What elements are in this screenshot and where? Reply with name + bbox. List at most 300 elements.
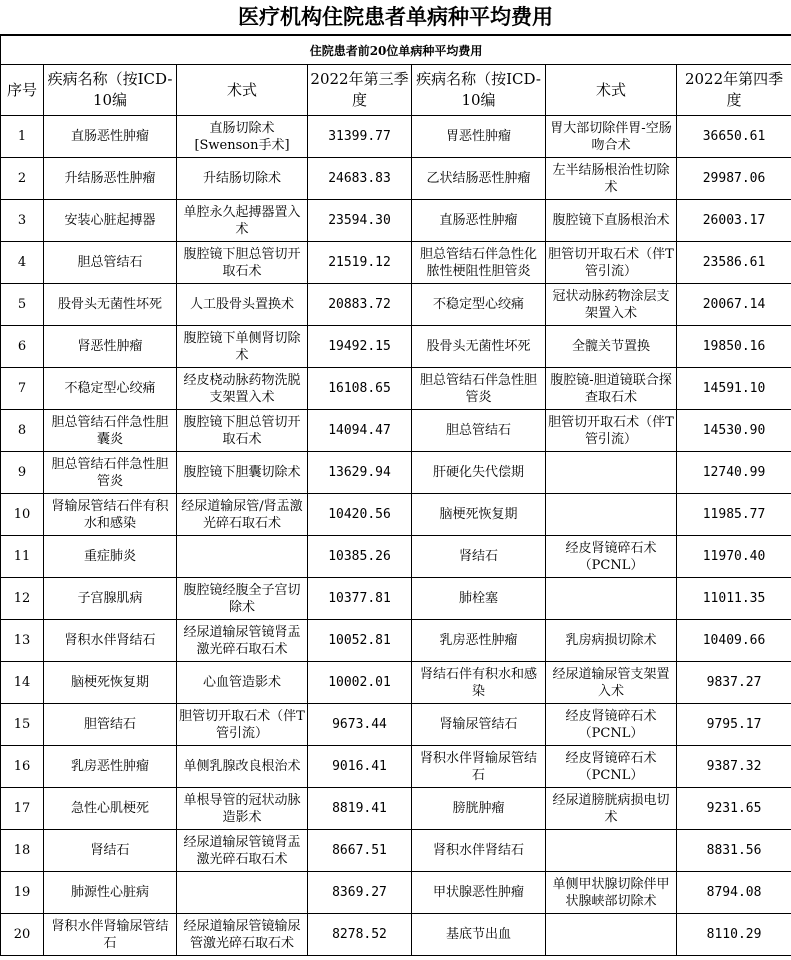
cost-q4 xyxy=(677,284,791,326)
procedure-q4 xyxy=(546,284,677,326)
disease-q3 xyxy=(44,620,177,662)
procedure-q4 xyxy=(546,452,677,494)
cost-q3-text: 21519.12 xyxy=(328,255,391,270)
cost-q4-text: 8794.08 xyxy=(706,885,762,900)
cost-q3 xyxy=(308,830,412,872)
disease-q3-text: 脑梗死恢复期 xyxy=(70,675,149,690)
table-row xyxy=(1,788,791,830)
procedure-q3-text: 单根导管的冠状动脉造影术 xyxy=(183,792,301,825)
disease-q4-text: 股骨头无菌性坏死 xyxy=(426,339,531,354)
disease-q4 xyxy=(412,326,546,368)
disease-q3 xyxy=(44,914,177,956)
disease-q3-text: 胆总管结石伴急性胆囊炎 xyxy=(51,414,169,447)
procedure-q3 xyxy=(177,116,308,158)
procedure-q3 xyxy=(177,746,308,788)
cost-q4 xyxy=(677,788,791,830)
header-q4: 2022年第四季度 xyxy=(677,65,791,116)
cost-q4-text: 14591.10 xyxy=(702,381,766,396)
cost-q4-text: 9231.65 xyxy=(706,801,762,816)
header-q3: 2022年第三季度 xyxy=(308,65,412,116)
cost-q3-text: 8278.52 xyxy=(332,927,387,942)
disease-q4-text: 乙状结肠恶性肿瘤 xyxy=(426,171,531,186)
procedure-q3 xyxy=(177,704,308,746)
table-row xyxy=(1,200,791,242)
disease-q4-text: 肾输尿管结石 xyxy=(439,717,518,732)
procedure-q4 xyxy=(546,116,677,158)
row-index xyxy=(1,326,44,368)
disease-q3-text: 重症肺炎 xyxy=(83,549,136,564)
disease-q3 xyxy=(44,326,177,368)
procedure-q4-text: 经皮肾镜碎石术（PCNL） xyxy=(565,750,657,783)
cost-q3-text: 20883.72 xyxy=(328,297,391,312)
row-index-text: 11 xyxy=(13,549,31,564)
table-row xyxy=(1,704,791,746)
cost-q3 xyxy=(308,620,412,662)
cost-q4-text: 9387.32 xyxy=(706,759,762,774)
disease-q3-text: 股骨头无菌性坏死 xyxy=(57,297,162,312)
cost-table xyxy=(0,35,791,956)
disease-q4-text: 甲状腺恶性肿瘤 xyxy=(432,885,524,900)
row-index xyxy=(1,788,44,830)
cost-q4-text: 14530.90 xyxy=(702,423,766,438)
row-index xyxy=(1,536,44,578)
cost-q3 xyxy=(308,158,412,200)
header-procedure-q4: 术式 xyxy=(546,65,677,116)
cost-q3 xyxy=(308,200,412,242)
procedure-q4-text: 胆管切开取石术（伴T管引流） xyxy=(548,414,674,447)
cost-q3-text: 8819.41 xyxy=(332,801,387,816)
disease-q4 xyxy=(412,368,546,410)
row-index-text: 10 xyxy=(13,507,31,522)
row-index xyxy=(1,662,44,704)
disease-q3-text: 肾积水伴肾结石 xyxy=(64,633,156,648)
disease-q4-text: 肝硬化失代偿期 xyxy=(432,465,524,480)
disease-q3-text: 肾积水伴肾输尿管结石 xyxy=(51,918,169,951)
disease-q3-text: 肾输尿管结石伴有积水和感染 xyxy=(51,498,169,531)
table-row xyxy=(1,158,791,200)
cost-q3 xyxy=(308,410,412,452)
procedure-q4 xyxy=(546,242,677,284)
procedure-q4 xyxy=(546,326,677,368)
row-index xyxy=(1,746,44,788)
table-row xyxy=(1,410,791,452)
procedure-q4-text: 单侧甲状腺切除伴甲状腺峡部切除术 xyxy=(552,876,670,909)
row-index-text: 19 xyxy=(13,885,31,900)
disease-q4 xyxy=(412,830,546,872)
procedure-q4 xyxy=(546,830,677,872)
disease-q3 xyxy=(44,704,177,746)
cost-q3 xyxy=(308,368,412,410)
disease-q4 xyxy=(412,914,546,956)
procedure-q4-text: 胆管切开取石术（伴T管引流） xyxy=(548,246,674,279)
procedure-q4 xyxy=(546,872,677,914)
disease-q4-text: 胆总管结石伴急性化脓性梗阻性胆管炎 xyxy=(419,246,537,279)
procedure-q4 xyxy=(546,368,677,410)
cost-q4-text: 36650.61 xyxy=(702,129,766,144)
header-row xyxy=(1,65,791,116)
row-index xyxy=(1,620,44,662)
disease-q3 xyxy=(44,410,177,452)
disease-q4-text: 胆总管结石 xyxy=(445,423,511,438)
disease-q3-text: 肾恶性肿瘤 xyxy=(77,339,143,354)
table-row xyxy=(1,662,791,704)
table-row xyxy=(1,536,791,578)
procedure-q4 xyxy=(546,578,677,620)
disease-q4-text: 肾结石 xyxy=(458,549,498,564)
disease-q4-text: 膀胱肿瘤 xyxy=(452,801,505,816)
disease-q3 xyxy=(44,158,177,200)
table-row xyxy=(1,914,791,956)
cost-q4-text: 29987.06 xyxy=(702,171,766,186)
disease-q4 xyxy=(412,200,546,242)
procedure-q4 xyxy=(546,746,677,788)
disease-q3 xyxy=(44,662,177,704)
procedure-q3 xyxy=(177,410,308,452)
cost-q3 xyxy=(308,116,412,158)
procedure-q3 xyxy=(177,914,308,956)
procedure-q4-text: 经皮肾镜碎石术（PCNL） xyxy=(565,540,657,573)
cost-q3-text: 16108.65 xyxy=(328,381,391,396)
disease-q3-text: 乳房恶性肿瘤 xyxy=(70,759,149,774)
procedure-q3-text: 经尿道输尿管/肾盂激光碎石取石术 xyxy=(181,498,303,531)
cost-q3-text: 31399.77 xyxy=(328,129,391,144)
table-row xyxy=(1,368,791,410)
disease-q3 xyxy=(44,200,177,242)
cost-q3-text: 24683.83 xyxy=(328,171,391,186)
disease-q4-text: 胃恶性肿瘤 xyxy=(445,129,511,144)
procedure-q4 xyxy=(546,662,677,704)
disease-q4-text: 脑梗死恢复期 xyxy=(439,507,518,522)
procedure-q3 xyxy=(177,578,308,620)
cost-q4 xyxy=(677,914,791,956)
table-row xyxy=(1,620,791,662)
procedure-q4-text: 乳房病损切除术 xyxy=(565,633,657,648)
procedure-q3-text: 经尿道输尿管镜输尿管激光碎石取石术 xyxy=(183,918,301,951)
disease-q3-text: 肺源性心脏病 xyxy=(70,885,149,900)
row-index-text: 8 xyxy=(17,423,27,438)
disease-q4 xyxy=(412,158,546,200)
row-index-text: 13 xyxy=(13,633,31,648)
procedure-q3-text: 心血管造影术 xyxy=(202,675,281,690)
disease-q3 xyxy=(44,242,177,284)
header-disease-q3: 疾病名称（按ICD-10编 xyxy=(44,65,177,116)
procedure-q4 xyxy=(546,620,677,662)
cost-q3-text: 10377.81 xyxy=(328,591,391,606)
row-index xyxy=(1,452,44,494)
cost-q3-text: 10052.81 xyxy=(328,633,391,648)
cost-q4 xyxy=(677,830,791,872)
disease-q4-text: 肾积水伴肾结石 xyxy=(432,843,524,858)
disease-q4 xyxy=(412,704,546,746)
disease-q4 xyxy=(412,872,546,914)
cost-q4-text: 19850.16 xyxy=(702,339,766,354)
disease-q4-text: 乳房恶性肿瘤 xyxy=(439,633,518,648)
procedure-q4-text: 左半结肠根治性切除术 xyxy=(552,162,670,195)
table-row xyxy=(1,116,791,158)
row-index-text: 12 xyxy=(13,591,31,606)
row-index xyxy=(1,830,44,872)
procedure-q4-text: 全髋关节置换 xyxy=(571,339,650,354)
row-index xyxy=(1,578,44,620)
table-row xyxy=(1,830,791,872)
disease-q4-text: 基底节出血 xyxy=(445,927,511,942)
disease-q3 xyxy=(44,494,177,536)
row-index-text: 18 xyxy=(13,843,31,858)
header-procedure-q3: 术式 xyxy=(177,65,308,116)
row-index-text: 1 xyxy=(17,129,27,144)
disease-q4 xyxy=(412,578,546,620)
cost-q4 xyxy=(677,872,791,914)
disease-q3 xyxy=(44,578,177,620)
cost-q3-text: 10385.26 xyxy=(328,549,391,564)
row-index xyxy=(1,410,44,452)
procedure-q3 xyxy=(177,158,308,200)
disease-q4 xyxy=(412,284,546,326)
cost-q3 xyxy=(308,494,412,536)
cost-q3 xyxy=(308,536,412,578)
cost-q3-text: 14094.47 xyxy=(328,423,391,438)
procedure-q3-text: 经尿道输尿管镜肾盂激光碎石取石术 xyxy=(183,624,301,657)
disease-q4-text: 肾积水伴肾输尿管结石 xyxy=(419,750,537,783)
cost-q4-text: 11970.40 xyxy=(702,549,766,564)
procedure-q3 xyxy=(177,326,308,368)
cost-q4 xyxy=(677,200,791,242)
cost-q3-text: 8667.51 xyxy=(332,843,387,858)
disease-q3 xyxy=(44,284,177,326)
disease-q3 xyxy=(44,788,177,830)
procedure-q4-text: 胃大部切除伴胃-空肠吻合术 xyxy=(550,120,672,153)
procedure-q3 xyxy=(177,788,308,830)
disease-q4-text: 直肠恶性肿瘤 xyxy=(439,213,518,228)
cost-q4 xyxy=(677,158,791,200)
procedure-q3 xyxy=(177,620,308,662)
procedure-q3-text: 人工股骨头置换术 xyxy=(189,297,294,312)
row-index xyxy=(1,914,44,956)
table-row xyxy=(1,326,791,368)
procedure-q3-text: 单侧乳腺改良根治术 xyxy=(183,759,301,774)
procedure-q4-text: 腹腔镜下直肠根治术 xyxy=(552,213,670,228)
disease-q3-text: 胆总管结石伴急性胆管炎 xyxy=(51,456,169,489)
cost-q3 xyxy=(308,788,412,830)
row-index xyxy=(1,242,44,284)
procedure-q4 xyxy=(546,158,677,200)
row-index xyxy=(1,200,44,242)
row-index xyxy=(1,368,44,410)
procedure-q3 xyxy=(177,284,308,326)
procedure-q3 xyxy=(177,662,308,704)
table-row xyxy=(1,746,791,788)
row-index-text: 14 xyxy=(13,675,31,690)
cost-q4 xyxy=(677,662,791,704)
procedure-q3-text: 腹腔镜下胆总管切开取石术 xyxy=(183,414,301,447)
row-index xyxy=(1,704,44,746)
cost-q4 xyxy=(677,536,791,578)
cost-q4 xyxy=(677,746,791,788)
row-index xyxy=(1,158,44,200)
procedure-q3-text: 经尿道输尿管镜肾盂激光碎石取石术 xyxy=(183,834,301,867)
disease-q4 xyxy=(412,536,546,578)
page-title: 医疗机构住院患者单病种平均费用 xyxy=(0,0,791,35)
row-index-text: 5 xyxy=(17,297,27,312)
cost-q3 xyxy=(308,578,412,620)
row-index-text: 9 xyxy=(17,465,27,480)
disease-q4 xyxy=(412,116,546,158)
disease-q3 xyxy=(44,830,177,872)
disease-q4 xyxy=(412,620,546,662)
procedure-q3 xyxy=(177,536,308,578)
row-index-text: 2 xyxy=(17,171,27,186)
procedure-q3 xyxy=(177,872,308,914)
cost-q4 xyxy=(677,242,791,284)
disease-q3 xyxy=(44,872,177,914)
procedure-q3 xyxy=(177,830,308,872)
row-index-text: 7 xyxy=(17,381,27,396)
cost-q4 xyxy=(677,578,791,620)
disease-q3-text: 胆总管结石 xyxy=(77,255,143,270)
disease-q4-text: 肺栓塞 xyxy=(458,591,498,606)
cost-q3 xyxy=(308,746,412,788)
table-row xyxy=(1,452,791,494)
procedure-q3 xyxy=(177,242,308,284)
cost-q3 xyxy=(308,872,412,914)
procedure-q3-text: 经皮桡动脉药物洗脱支架置入术 xyxy=(183,372,301,405)
disease-q4-text: 不稳定型心绞痛 xyxy=(432,297,524,312)
row-index-text: 3 xyxy=(17,213,27,228)
procedure-q4-text: 冠状动脉药物涂层支架置入术 xyxy=(552,288,670,321)
cost-q4-text: 8110.29 xyxy=(706,927,762,942)
procedure-q3-text: 腹腔镜经腹全子宫切除术 xyxy=(183,582,301,615)
cost-q4-text: 10409.66 xyxy=(702,633,766,648)
cost-q3 xyxy=(308,452,412,494)
disease-q4 xyxy=(412,242,546,284)
table-row xyxy=(1,872,791,914)
cost-q3-text: 23594.30 xyxy=(328,213,391,228)
cost-q4 xyxy=(677,410,791,452)
disease-q4-text: 胆总管结石伴急性胆管炎 xyxy=(419,372,537,405)
disease-q3 xyxy=(44,368,177,410)
procedure-q3 xyxy=(177,200,308,242)
cost-q4-text: 12740.99 xyxy=(702,465,766,480)
disease-q4 xyxy=(412,662,546,704)
row-index xyxy=(1,284,44,326)
procedure-q3-text: 腹腔镜下胆囊切除术 xyxy=(183,465,301,480)
procedure-q3-text: 腹腔镜下胆总管切开取石术 xyxy=(183,246,301,279)
disease-q3 xyxy=(44,746,177,788)
row-index xyxy=(1,872,44,914)
table-subtitle: 住院患者前20位单病种平均费用 xyxy=(1,36,791,65)
disease-q3-text: 子宫腺肌病 xyxy=(77,591,143,606)
cost-q3-text: 13629.94 xyxy=(328,465,391,480)
procedure-q4-text: 经皮肾镜碎石术（PCNL） xyxy=(565,708,657,741)
header-disease-q4: 疾病名称（按ICD-10编 xyxy=(412,65,546,116)
cost-q4 xyxy=(677,452,791,494)
procedure-q4 xyxy=(546,536,677,578)
cost-q3-text: 8369.27 xyxy=(332,885,387,900)
procedure-q4 xyxy=(546,200,677,242)
cost-q4-text: 8831.56 xyxy=(706,843,762,858)
cost-q3 xyxy=(308,704,412,746)
procedure-q4 xyxy=(546,788,677,830)
disease-q3-text: 升结肠恶性肿瘤 xyxy=(64,171,156,186)
disease-q4-text: 肾结石伴有积水和感染 xyxy=(419,666,537,699)
cost-q4-text: 11985.77 xyxy=(702,507,766,522)
procedure-q4-text: 腹腔镜-胆道镜联合探查取石术 xyxy=(550,372,672,405)
header-index: 序号 xyxy=(1,65,44,116)
disease-q3 xyxy=(44,536,177,578)
cost-q3-text: 10420.56 xyxy=(328,507,391,522)
cost-q3-text: 10002.01 xyxy=(328,675,391,690)
row-index xyxy=(1,116,44,158)
table-row xyxy=(1,494,791,536)
cost-q4 xyxy=(677,620,791,662)
cost-q3 xyxy=(308,284,412,326)
row-index-text: 16 xyxy=(13,759,31,774)
cost-q3-text: 19492.15 xyxy=(328,339,391,354)
procedure-q4 xyxy=(546,410,677,452)
row-index-text: 20 xyxy=(13,927,31,942)
cost-q4-text: 26003.17 xyxy=(702,213,766,228)
disease-q3-text: 急性心肌梗死 xyxy=(70,801,149,816)
cost-q3 xyxy=(308,914,412,956)
cost-q3 xyxy=(308,326,412,368)
disease-q3-text: 胆管结石 xyxy=(83,717,136,732)
procedure-q4 xyxy=(546,704,677,746)
cost-q4 xyxy=(677,368,791,410)
procedure-q3-text: 升结肠切除术 xyxy=(202,171,281,186)
procedure-q3-text: 单腔永久起搏器置入术 xyxy=(183,204,301,237)
disease-q3-text: 直肠恶性肿瘤 xyxy=(70,129,149,144)
disease-q4 xyxy=(412,746,546,788)
disease-q4 xyxy=(412,452,546,494)
cost-q4-text: 11011.35 xyxy=(702,591,766,606)
disease-q3-text: 不稳定型心绞痛 xyxy=(64,381,156,396)
cost-q4 xyxy=(677,494,791,536)
cost-q4-text: 9837.27 xyxy=(706,675,762,690)
row-index-text: 4 xyxy=(17,255,27,270)
cost-q4 xyxy=(677,704,791,746)
disease-q4 xyxy=(412,788,546,830)
procedure-q3-text: 胆管切开取石术（伴T管引流） xyxy=(179,708,305,741)
cost-q3 xyxy=(308,662,412,704)
row-index-text: 6 xyxy=(17,339,27,354)
procedure-q3 xyxy=(177,494,308,536)
cost-q3-text: 9673.44 xyxy=(332,717,387,732)
table-row xyxy=(1,284,791,326)
table-row xyxy=(1,242,791,284)
disease-q3-text: 肾结石 xyxy=(90,843,130,858)
procedure-q4-text: 经尿道膀胱病损电切术 xyxy=(552,792,670,825)
procedure-q4 xyxy=(546,494,677,536)
cost-q4-text: 23586.61 xyxy=(702,255,766,270)
disease-q4 xyxy=(412,410,546,452)
procedure-q3 xyxy=(177,452,308,494)
row-index-text: 17 xyxy=(13,801,31,816)
row-index xyxy=(1,494,44,536)
procedure-q4-text: 经尿道输尿管支架置入术 xyxy=(552,666,670,699)
cost-q4-text: 20067.14 xyxy=(702,297,766,312)
table-row xyxy=(1,578,791,620)
cost-q3-text: 9016.41 xyxy=(332,759,387,774)
cost-q3 xyxy=(308,242,412,284)
disease-q4 xyxy=(412,494,546,536)
procedure-q3-text: 直肠切除术[Swenson手术] xyxy=(194,120,290,153)
disease-q3 xyxy=(44,116,177,158)
row-index-text: 15 xyxy=(13,717,31,732)
procedure-q3 xyxy=(177,368,308,410)
cost-q4 xyxy=(677,116,791,158)
disease-q3 xyxy=(44,452,177,494)
cost-q4 xyxy=(677,326,791,368)
